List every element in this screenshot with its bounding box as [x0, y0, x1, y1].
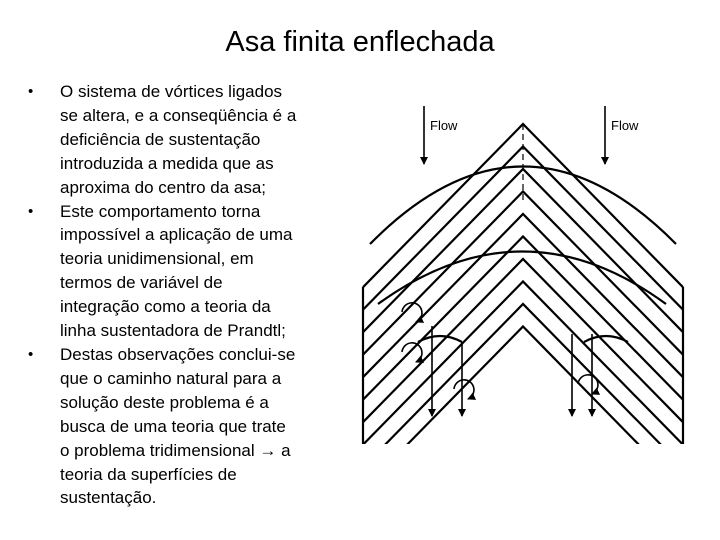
bullet-line: solução deste problema é a — [60, 392, 269, 412]
bullet-dot-icon: • — [28, 202, 34, 220]
bullet-line: aproxima do centro da asa; — [60, 177, 267, 197]
bullet-item-2 — [28, 200, 340, 343]
bullet-line: sustentação. — [60, 488, 157, 508]
bullet-line: deficiência de sustentação — [60, 129, 261, 149]
wing-chevron-line — [363, 147, 683, 310]
bullet-line: Este comportamento torna — [60, 201, 261, 221]
bullet-list — [28, 80, 340, 510]
bullet-line: teoria unidimensional, em — [60, 249, 254, 269]
bullet-line: Destas observações conclui-se — [60, 344, 296, 364]
bullet-dot-icon: • — [28, 83, 34, 100]
bullet-line: integração como a teoria da — [60, 297, 271, 317]
bullet-line: introduzida a medida que as — [60, 153, 274, 173]
bullet-line: O sistema de vórtices ligados — [60, 82, 283, 101]
bullet-line: se altera, e a conseqüência é a — [60, 105, 297, 125]
flow-arrow-right-icon — [605, 106, 639, 164]
bullet-item-3 — [28, 343, 340, 510]
slide-title: Asa finita enflechada — [225, 26, 495, 58]
bullet-line: termos de variável de — [60, 273, 223, 293]
wing-chevron-line — [363, 327, 683, 445]
bullet-line: teoria da superfícies de — [60, 464, 237, 484]
swept-wing-diagram — [348, 94, 698, 444]
vortex-rotation-icon — [402, 343, 422, 362]
wing-chevron-line — [363, 192, 683, 355]
bullet-line: o problema tridimensional → a — [60, 440, 291, 460]
flow-label-left: Flow — [430, 118, 458, 133]
bullet-dot-icon: • — [28, 345, 34, 363]
bullet-line: busca de uma teoria que trate — [60, 416, 286, 436]
flow-label-right: Flow — [611, 118, 639, 133]
bullet-item-1 — [28, 80, 340, 200]
bullet-line: linha sustentadora de Prandtl; — [60, 321, 286, 341]
flow-arrow-left-icon — [424, 106, 458, 164]
bullet-line: que o caminho natural para a — [60, 368, 282, 388]
vortex-rotation-icon — [454, 380, 474, 399]
bullet-line: impossível a aplicação de uma — [60, 225, 293, 245]
